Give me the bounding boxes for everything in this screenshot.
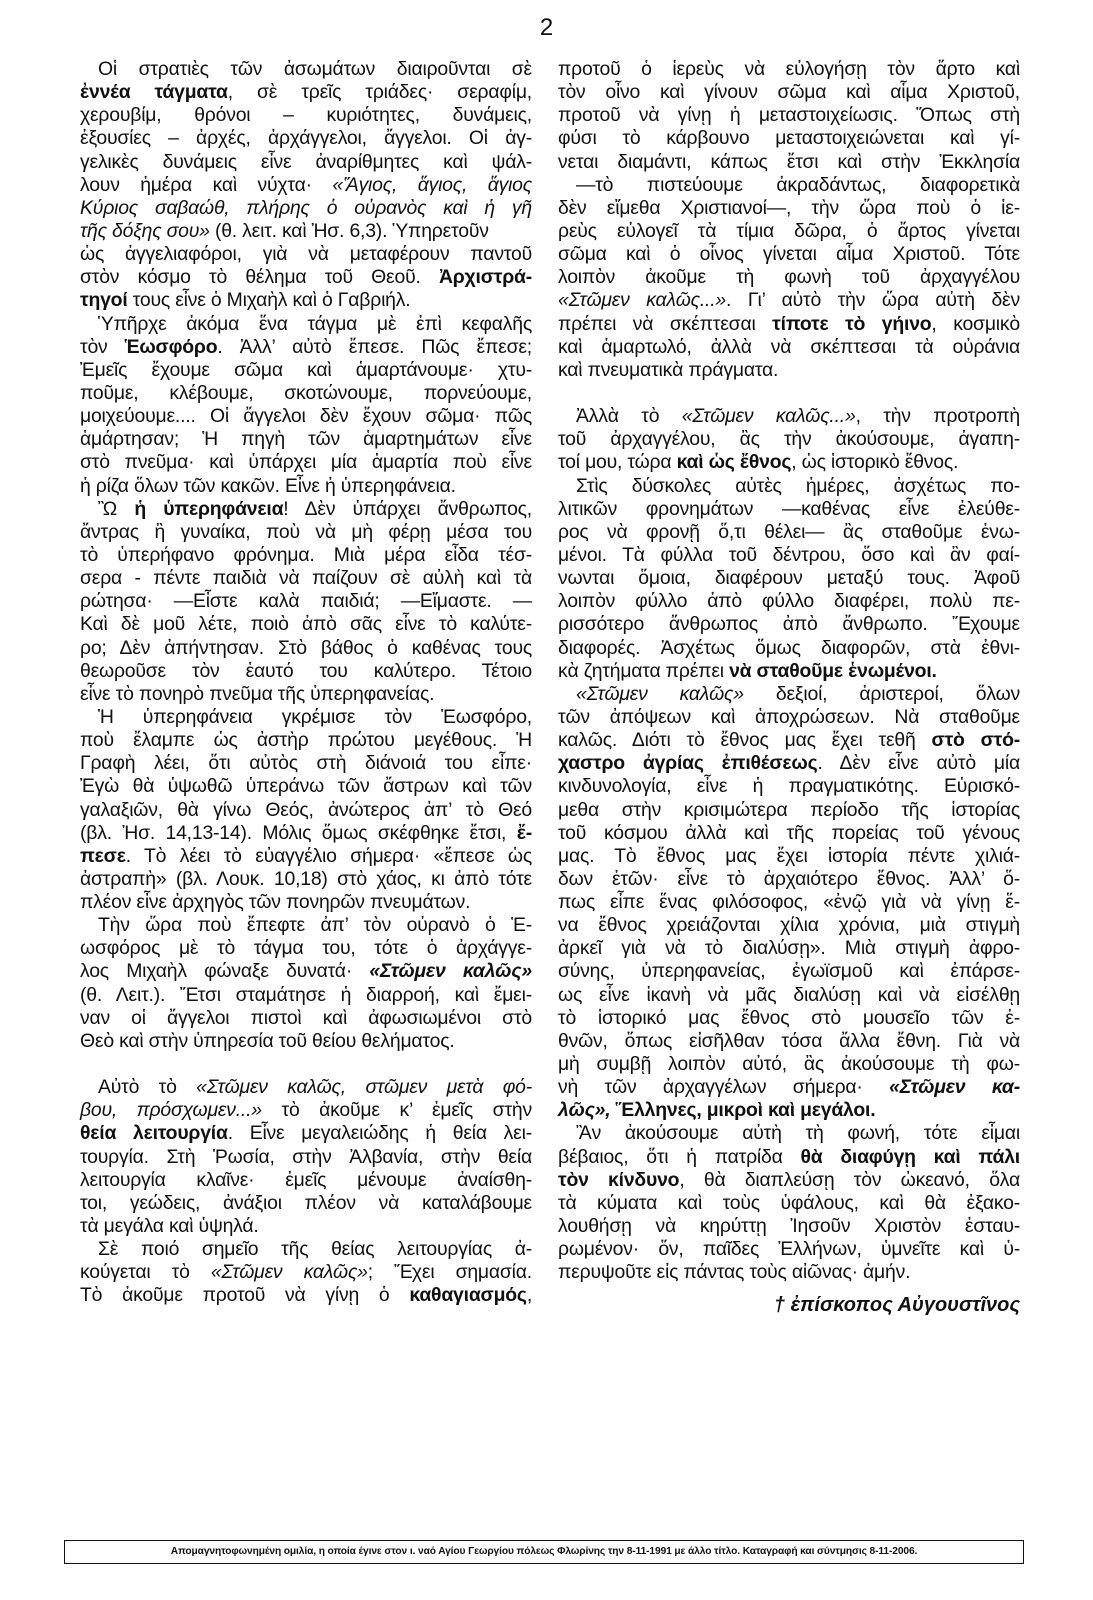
text-line: [80, 1284, 532, 1307]
text-run: , σὲ τρεῖς τριάδες· σεραφίμ,: [227, 81, 532, 104]
text-run: μένοι. Τὰ φύλλα τοῦ δέντρου, ὅσο καὶ ἂν φαί-: [558, 543, 1020, 566]
left-column: [80, 58, 532, 1308]
text-run: ρώτησα· —Εἶστε καλὰ παιδιά; —Εἴμαστε. —: [80, 590, 532, 613]
text-line: [558, 868, 1020, 891]
text-line: [80, 428, 532, 451]
text-run: στὸ πνεῦμα· καὶ ὑπάρχει μία ἁμαρτία ποὺ εἶνε: [80, 451, 532, 474]
text-run: «Στῶμεν καλῶς...»: [558, 289, 726, 312]
text-line: [558, 706, 1020, 729]
text-line: [80, 845, 532, 868]
emphasis-text: ἐννέα τάγματα: [80, 81, 228, 104]
text-run: Ἐμεῖς ἔχουμε σῶμα καὶ ἁμαρτάνουμε· χτυ-: [80, 358, 532, 381]
text-line: [558, 1238, 1020, 1261]
text-run: Ὑπῆρχε ἀκόμα ἕνα τάγμα μὲ ἐπὶ κεφαλῆς: [98, 312, 532, 335]
text-run: τὰ μεγάλα καὶ ὑψηλά.: [80, 1215, 259, 1238]
text-run: τοί μου, τώρα: [558, 451, 677, 474]
text-line: [558, 1122, 1020, 1145]
text-run: , θὰ διαπλεύσῃ τὸν ὠκεανό, ὅλα: [679, 1168, 1020, 1191]
text-run: Σὲ ποιό σημεῖο τῆς θείας λειτουργίας ἀ-: [98, 1238, 532, 1261]
text-run: λος Μιχαὴλ φώναξε δυνατά·: [80, 960, 370, 983]
text-line: [80, 660, 532, 683]
text-run: ἁμάρτησαν; Ἡ πηγὴ τῶν ἁμαρτημάτων εἶνε: [80, 428, 532, 451]
text-line: [80, 706, 532, 729]
text-run: νὴ τῶν ἀρχαγγέλων σήμερα·: [558, 1076, 890, 1099]
text-line: [80, 960, 532, 983]
emphasis-text: «Στῶμεν κα-: [889, 1076, 1020, 1099]
emphasis-text: καὶ ὡς ἔθνος: [676, 451, 792, 474]
text-line: [558, 1007, 1020, 1030]
text-line: [558, 845, 1020, 868]
text-line: [558, 775, 1020, 798]
text-line: [80, 752, 532, 775]
text-line: [558, 289, 1020, 312]
text-run: λουθήσῃ νὰ κηρύττῃ Ἰησοῦν Χριστὸν ἐσταυ-: [558, 1215, 1020, 1238]
text-line: [80, 1007, 532, 1030]
text-run: πρέπει νὰ σκέπτεσαι: [558, 312, 773, 335]
emphasis-text: καθαγιασμός: [409, 1284, 527, 1307]
text-run: κὰ ζητήματα πρέπει: [558, 659, 730, 682]
text-line: [558, 1053, 1020, 1076]
text-run: , κοσμικὸ: [931, 312, 1020, 335]
text-run: ! Δὲν ὑπάρχει ἄνθρωπος,: [283, 497, 532, 520]
text-run: ρο; Δὲν ἀπήντησαν. Στὸ βάθος ὁ καθένας τους: [80, 636, 532, 659]
text-run: . Εἶνε μεγαλειώδης ἡ θεία λει-: [227, 1122, 532, 1145]
text-run: Ἀλλὰ τὸ: [576, 405, 682, 428]
text-line: [80, 613, 532, 636]
text-line: [558, 81, 1020, 104]
emphasis-text: χαστρο ἀγρίας ἐπιθέσεως: [558, 752, 818, 775]
text-line: [558, 752, 1020, 775]
text-run: τουργία. Στὴ Ῥωσία, στὴν Ἀλβανία, στὴν θεία: [80, 1145, 532, 1168]
text-line: [80, 289, 532, 312]
text-line: [80, 197, 532, 220]
text-run: βου, πρόσχωμεν...»: [80, 1099, 262, 1122]
text-line: [558, 498, 1020, 521]
text-line: [80, 822, 532, 845]
text-line: [80, 1076, 532, 1099]
text-run: τοι, γεώδεις, ἀνάξιοι πλέον νὰ καταλάβουμε: [80, 1191, 532, 1214]
text-run: ωσφόρος μὲ τὸ τάγμα του, τότε ὁ ἀρχάγγε-: [80, 937, 532, 960]
text-run: δὲν εἴμεθα Χριστιανοί—, τὴν ὥρα ποὺ ὁ ἱε-: [558, 196, 1020, 219]
text-line: [558, 127, 1020, 150]
paragraph-gap: [80, 1053, 532, 1076]
text-run: τὸ ὑπερήφανο φρόνημα. Μιὰ μέρα εἶδα τέσ-: [80, 543, 532, 566]
emphasis-text: νὰ σταθοῦμε ἑνωμένοι.: [729, 659, 937, 682]
text-line: [80, 81, 532, 104]
text-line: [558, 660, 1020, 683]
text-line: [558, 243, 1020, 266]
text-line: [558, 590, 1020, 613]
text-run: ρεὺς εὐλογεῖ τὰ τίμια δῶρα, ὁ ἄρτος γίνεται: [558, 219, 1020, 242]
text-run: ἀρκεῖ γιὰ νὰ τὸ διαλύσῃ». Μιὰ στιγμὴ ἀφρο-: [558, 937, 1020, 960]
text-run: ὡς ἀγγελιαφόροι, γιὰ νὰ μεταφέρουν παντοῦ: [80, 243, 532, 266]
text-line: [80, 266, 532, 289]
text-line: [80, 637, 532, 660]
text-line: [558, 1192, 1020, 1215]
emphasis-text: θὰ διαφύγῃ καὶ πάλι: [800, 1145, 1020, 1168]
text-line: [80, 775, 532, 798]
text-line: [80, 729, 532, 752]
text-line: [80, 984, 532, 1007]
text-line: [80, 1122, 532, 1145]
text-line: [80, 891, 532, 914]
text-line: [80, 914, 532, 937]
text-run: καὶ ἁμαρτωλό, ἀλλὰ νὰ σκέπτεσαι τὰ οὐράνια: [558, 335, 1020, 358]
text-line: [558, 613, 1020, 636]
text-run: νεται διαμάντι, κάπως ἔτσι καὶ στὴν Ἐκκλησία: [558, 150, 1020, 173]
text-line: [80, 1099, 532, 1122]
text-line: [80, 220, 532, 243]
text-run: κούγεται τὸ: [80, 1261, 211, 1284]
text-line: [80, 151, 532, 174]
text-line: [80, 1030, 532, 1053]
text-line: [80, 590, 532, 613]
text-line: [558, 1076, 1020, 1099]
text-line: [558, 336, 1020, 359]
text-run: «Στῶμεν καλῶς»: [210, 1261, 368, 1284]
text-run: ρισσότερο ἄνθρωπος ἀπὸ ἄνθρωπο. Ἔχουμε: [558, 613, 1020, 636]
right-column: [558, 58, 1020, 1320]
text-line: [558, 937, 1020, 960]
text-line: [80, 475, 532, 498]
text-run: γαλαξιῶν, θὰ γίνω Θεός, ἀνώτερος ἀπ’ τὸ Θεό: [80, 798, 532, 821]
text-line: [558, 475, 1020, 498]
text-line: [80, 451, 532, 474]
text-run: ἡ ρίζα ὅλων τῶν κακῶν. Εἶνε ἡ ὑπερηφάνεια.: [80, 474, 456, 497]
text-line: [80, 1215, 532, 1238]
text-line: [80, 313, 532, 336]
text-run: καλῶς. Διότι τὸ ἔθνος μας ἔχει τεθῆ: [558, 729, 932, 752]
text-run: (θ. Λειτ.). Ἔτσι σταμάτησε ἡ διαρροή, καὶ ἔμει-: [80, 983, 532, 1006]
text-run: Κύριος σαβαώθ, πλήρης ὁ οὐρανὸς καὶ ἡ γῆ: [80, 196, 532, 219]
text-line: [558, 960, 1020, 983]
text-line: [80, 521, 532, 544]
text-run: τους εἶνε ὁ Μιχαὴλ καὶ ὁ Γαβριήλ.: [127, 289, 411, 312]
text-run: —τὸ πιστεύουμε ἀκραδάντως, διαφορετικὰ: [576, 173, 1020, 196]
text-line: [80, 683, 532, 706]
text-run: «Στῶμεν καλῶς, στῶμεν μετὰ φό-: [196, 1076, 532, 1099]
emphasis-text: ἔ-: [516, 821, 532, 844]
text-run: «Στῶμεν καλῶς...»: [681, 405, 856, 428]
text-run: λειτουργία κλαῖνε· ἐμεῖς μένουμε ἀναίσθη-: [80, 1168, 532, 1191]
text-run: ,: [526, 1284, 532, 1307]
text-run: μοιχεύουμε.... Οἱ ἄγγελοι δὲν ἔχουν σῶμα· πῶς: [80, 405, 532, 428]
text-line: [558, 637, 1020, 660]
text-run: θεωροῦσε τὸν ἑαυτό του καλύτερο. Τέτοιο: [80, 659, 532, 682]
text-run: Αὐτὸ τὸ: [98, 1076, 197, 1099]
text-run: σῶμα καὶ ὁ οἶνος γίνεται αἷμα Χριστοῦ. Τότε: [558, 243, 1020, 266]
text-line: [558, 891, 1020, 914]
text-run: . Ἀλλ’ αὐτὸ ἔπεσε. Πῶς ἔπεσε;: [217, 335, 532, 358]
text-line: [80, 1261, 532, 1284]
text-line: [558, 914, 1020, 937]
emphasis-text: στὸ στό-: [931, 729, 1020, 752]
text-run: τὰ κύματα καὶ τοὺς ὑφάλους, καὶ θὰ ἐξακο-: [558, 1191, 1020, 1214]
text-line: [558, 174, 1020, 197]
text-run: χερουβίμ, θρόνοι – κυριότητες, δυνάμεις,: [80, 104, 532, 127]
text-run: ποὺ ἔλαμπε ὡς ἀστὴρ πρώτου μεγέθους. Ἡ: [80, 729, 532, 752]
text-run: σερα - πέντε παιδιὰ νὰ παίζουν σὲ αὐλὴ καὶ τὰ: [80, 567, 532, 590]
text-line: [80, 799, 532, 822]
text-run: προτοῦ ὁ ἱερεὺς νὰ εὐλογήσῃ τὸν ἄρτο καὶ: [558, 58, 1020, 80]
text-run: «Στῶμεν καλῶς»: [576, 682, 744, 705]
paragraph-gap: [558, 382, 1020, 405]
text-run: να ἔθνος χρειάζονται χίλια χρόνια, μιὰ στιγμὴ: [558, 914, 1020, 937]
text-run: . Τὸ λέει τὸ εὐαγγέλιο σήμερα· «ἔπεσε ὡς: [125, 844, 532, 867]
text-run: τὸν: [80, 335, 125, 358]
text-run: «Ἅγιος, ἅγιος, ἅγιος: [332, 173, 532, 196]
text-run: Τὸ ἀκοῦμε προτοῦ νὰ γίνῃ ὁ: [80, 1284, 410, 1307]
text-line: [558, 1146, 1020, 1169]
text-run: καὶ πνευματικὰ πράγματα.: [558, 358, 779, 381]
text-line: [80, 104, 532, 127]
text-line: [558, 58, 1020, 81]
text-line: [558, 567, 1020, 590]
emphasis-text: Ἕλληνες, μικροὶ καὶ μεγάλοι.: [615, 1099, 876, 1122]
page-number: 2: [539, 14, 554, 41]
text-run: , τὴν προτροπὴ: [855, 405, 1020, 428]
text-run: Θεὸ καὶ στὴν ὑπηρεσία τοῦ θείου θελήματος.: [80, 1029, 455, 1052]
emphasis-text: Ἑωσφόρο: [124, 335, 218, 358]
text-line: [80, 1169, 532, 1192]
text-line: [558, 1261, 1020, 1284]
text-run: εἶνε τὸ πονηρὸ πνεῦμα τῆς ὑπερηφανείας.: [80, 682, 435, 705]
text-line: [80, 58, 532, 81]
text-line: [80, 405, 532, 428]
text-line: [80, 1146, 532, 1169]
text-line: [558, 428, 1020, 451]
text-run: Γραφὴ λέει, ὅτι αὐτὸς στὴ διάνοιά του εἶπε·: [80, 752, 532, 775]
text-run: μὴ συμβῇ λοιπὸν αὐτό, ἂς ἀκούσουμε τὴ φω-: [558, 1053, 1020, 1076]
text-run: τῆς δόξης σου»: [80, 219, 210, 242]
text-line: [80, 359, 532, 382]
text-line: [558, 151, 1020, 174]
text-run: γελικὲς δυνάμεις εἶνε ἀναρίθμητες καὶ ψάλ-: [80, 150, 532, 173]
text-run: νωνται ὅμοια, διαφέρουν μεταξύ τους. Ἀφοῦ: [558, 567, 1020, 590]
text-line: [80, 498, 532, 521]
text-line: [80, 127, 532, 150]
text-run: ποῦμε, κλέβουμε, σκοτώνουμε, πορνεύουμε,: [80, 381, 532, 404]
text-run: τὸν οἶνο καὶ γίνουν σῶμα καὶ αἷμα Χριστοῦ,: [558, 81, 1020, 104]
emphasis-text: ἡ ὑπερηφάνεια: [134, 497, 284, 520]
text-line: [80, 567, 532, 590]
text-run: δων ἐτῶν· εἶνε τὸ ἀρχαιότερο ἔθνος. Ἀλλ’ ὅ-: [558, 867, 1020, 890]
text-run: τοῦ κόσμου ἀλλὰ καὶ τῆς πορείας τοῦ γένους: [558, 821, 1020, 844]
emphasis-text: «Στῶμεν καλῶς»: [369, 960, 532, 983]
text-run: τὸ ἱστορικό μας ἔθνος στὸ μουσεῖο τῶν ἐ-: [558, 1006, 1020, 1029]
text-run: (βλ. Ἠσ. 14,13-14). Μόλις ὅμως σκέφθηκε ἔτσι,: [80, 821, 517, 844]
footer-note: Απομαγνητοφωνημένη ομιλία, η οποία έγινε στον ι. ναό Αγίου Γεωργίου πόλεως Φλωρίνης την 8-11-1991 με άλλο τίτλο. Καταγραφή και σύντμησις 8-11-2006.: [64, 1540, 1024, 1564]
text-line: [558, 822, 1020, 845]
text-line: [558, 220, 1020, 243]
text-run: λουν ἡμέρα καὶ νύχτα·: [80, 173, 333, 196]
text-line: [558, 359, 1020, 382]
text-line: [558, 313, 1020, 336]
text-run: περυψοῦτε εἰς πάντας τοὺς αἰῶνας· ἀμήν.: [558, 1261, 911, 1284]
emphasis-text: τίποτε τὸ γήινο: [772, 312, 932, 335]
text-line: [558, 266, 1020, 289]
text-run: θνῶν, ὅπως εἰσῆλθαν τόσα ἄλλα ἔθνη. Γιὰ νὰ: [558, 1029, 1020, 1052]
text-line: [80, 937, 532, 960]
text-run: , ὡς ἱστορικὸ ἔθνος.: [791, 451, 959, 474]
text-run: πλέον εἶνε ἀρχηγὸς τῶν πονηρῶν πνευμάτων.: [80, 891, 471, 914]
emphasis-text: θεία λειτουργία: [80, 1122, 228, 1145]
text-run: ἀστραπὴ» (βλ. Λουκ. 10,18) στὸ χάος, κι ἀπὸ τότε: [80, 867, 532, 890]
text-run: ρος νὰ φρονῇ ὅ,τι θέλει— ἂς σταθοῦμε ἑνω-: [558, 520, 1020, 543]
text-line: [80, 1192, 532, 1215]
text-line: [558, 1215, 1020, 1238]
text-line: [80, 174, 532, 197]
text-run: τοῦ ἀρχαγγέλου, ἂς τὴν ἀκούσουμε, ἀγαπη-: [558, 428, 1020, 451]
text-run: Ἂν ἀκούσουμε αὐτὴ τὴ φωνή, τότε εἶμαι: [576, 1122, 1020, 1145]
text-line: [558, 1169, 1020, 1192]
text-run: σύνης, ὑπερηφανείας, ἐγωϊσμοῦ καὶ ἐπάρσε-: [558, 960, 1020, 983]
text-line: [558, 544, 1020, 567]
text-run: μας. Τὸ ἔθνος μας ἔχει ἱστορία πέντε χιλιά-: [558, 844, 1020, 867]
text-run: ἐξουσίες – ἀρχές, ἀρχάγγελοι, ἄγγελοι. Οἱ ἀγ-: [80, 127, 532, 150]
text-run: μεθα στὴν κρισιμώτερα περίοδο τῆς ἱστορίας: [558, 798, 1020, 821]
text-line: [80, 243, 532, 266]
emphasis-text: τηγοί: [80, 289, 128, 312]
text-run: λοιπὸν ἀκοῦμε τὴ φωνὴ τοῦ ἀρχαγγέλου: [558, 266, 1020, 289]
text-line: [558, 104, 1020, 127]
text-run: τῶν ἀπόψεων καὶ ἀποχρώσεων. Νὰ σταθοῦμε: [558, 705, 1020, 728]
text-run: Τὴν ὥρα ποὺ ἔπεφτε ἀπ’ τὸν οὐρανὸ ὁ Ἑ-: [98, 914, 532, 937]
text-line: [80, 336, 532, 359]
text-run: δεξιοί, ἀριστεροί, ὅλων: [743, 682, 1020, 705]
text-run: διαφορές. Ἀσχέτως ὅμως διαφορῶν, στὰ ἐθνι-: [558, 636, 1020, 659]
text-run: Στὶς δύσκολες αὐτὲς ἡμέρες, ἀσχέτως πο-: [576, 474, 1020, 497]
emphasis-text: Ἀρχιστρά-: [438, 266, 532, 289]
text-run: Καὶ δὲ μοῦ λέτε, ποιὸ ἀπὸ σᾶς εἶνε τὸ καλύτε-: [80, 613, 532, 636]
text-run: προτοῦ νὰ γίνῃ ἡ μεταστοιχείωσις. Ὅπως στὴ: [558, 104, 1020, 127]
text-line: [558, 683, 1020, 706]
text-line: [558, 405, 1020, 428]
text-run: Ἡ ὑπερηφάνεια γκρέμισε τὸν Ἑωσφόρο,: [98, 705, 532, 728]
emphasis-text: λῶς»,: [558, 1099, 616, 1122]
text-run: ; Ἔχει σημασία.: [367, 1261, 532, 1284]
text-run: ως εἶνε ἱκανὴ νὰ μᾶς διαλύσῃ καὶ νὰ εἰσέλθῃ: [558, 983, 1020, 1006]
text-line: [80, 382, 532, 405]
text-line: [558, 1030, 1020, 1053]
text-run: Οἱ στρατιὲς τῶν ἀσωμάτων διαιροῦνται σὲ: [98, 58, 532, 80]
emphasis-text: τὸν κίνδυνο: [558, 1168, 680, 1191]
text-run: λιτικῶν φρονημάτων —καθένας εἶνε ἐλεύθε-: [558, 497, 1020, 520]
text-run: βέβαιος, ὅτι ἡ πατρίδα: [558, 1145, 801, 1168]
text-run: . Δὲν εἶνε αὐτὸ μία: [817, 752, 1020, 775]
text-run: τὸ ἀκοῦμε κ’ ἐμεῖς στὴν: [261, 1099, 532, 1122]
text-line: [558, 521, 1020, 544]
text-run: . Γι’ αὐτὸ τὴν ὥρα αὐτὴ δὲν: [725, 289, 1020, 312]
text-run: (θ. λειτ. καὶ Ἠσ. 6,3). Ὑπηρετοῦν: [209, 219, 489, 242]
signature: † ἐπίσκοπος Αὐγουστῖνος: [773, 1294, 1020, 1317]
text-line: [80, 868, 532, 891]
text-line: [558, 984, 1020, 1007]
text-line: [558, 197, 1020, 220]
text-run: ναν οἱ ἄγγελοι πιστοὶ καὶ ἀφωσιωμένοι στὸ: [80, 1006, 532, 1029]
text-run: πως εἶπε ἕνας φιλόσοφος, «ἐνῷ γιὰ νὰ γίνῃ ἕ-: [558, 891, 1020, 914]
text-run: Ἐγὼ θὰ ὑψωθῶ ὑπεράνω τῶν ἄστρων καὶ τῶν: [80, 775, 532, 798]
text-line: [558, 1099, 1020, 1122]
text-run: κινδυνολογία, εἶνε ἡ πραγματικότης. Εὑρισκό-: [558, 775, 1020, 798]
text-line: [558, 451, 1020, 474]
text-run: ρωμένον· ὅν, παῖδες Ἑλλήνων, ὑμνεῖτε καὶ ὑ-: [558, 1238, 1020, 1261]
text-run: φύσι τὸ κάρβουνο μεταστοιχειώνεται καὶ γί-: [558, 127, 1020, 150]
text-run: Ὢ: [98, 497, 135, 520]
text-line: [80, 544, 532, 567]
emphasis-text: πεσε: [80, 844, 126, 867]
text-line: [558, 729, 1020, 752]
text-run: λοιπὸν φύλλο ἀπὸ φύλλο διαφέρει, πολὺ πε-: [558, 590, 1020, 613]
text-line: [558, 799, 1020, 822]
text-run: στὸν κόσμο τὸ θέλημα τοῦ Θεοῦ.: [80, 266, 439, 289]
text-run: ἄντρας ἢ γυναίκα, ποὺ νὰ μὴ φέρῃ μέσα του: [80, 520, 532, 543]
text-line: [80, 1238, 532, 1261]
